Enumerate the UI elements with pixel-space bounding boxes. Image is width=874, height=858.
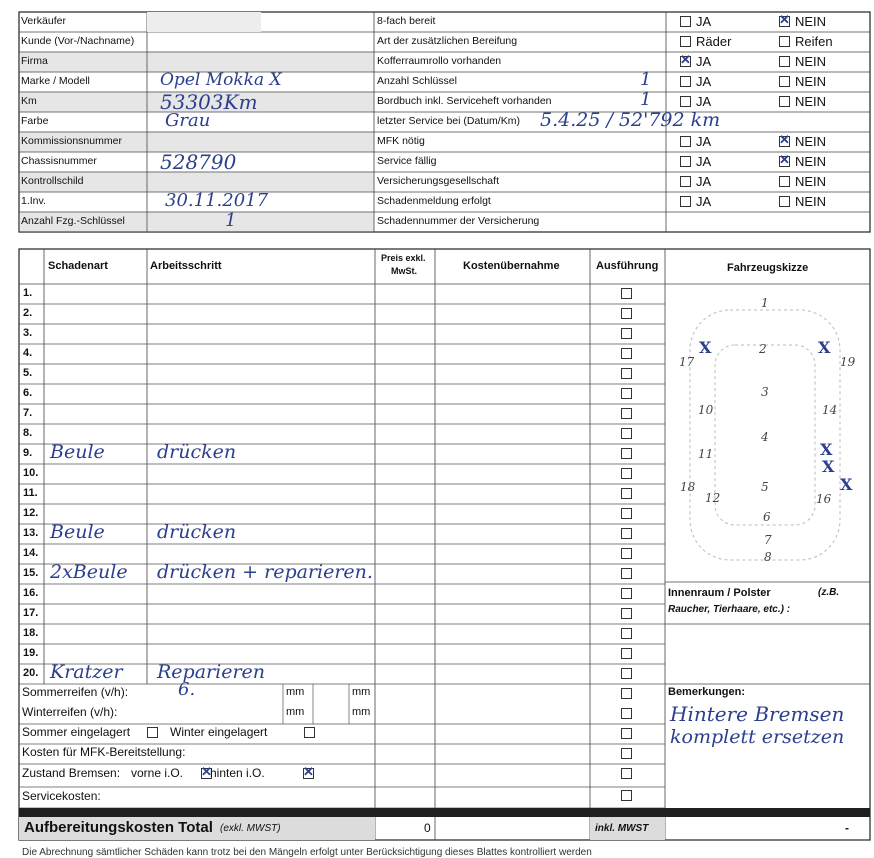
ausfuehrung-checkbox[interactable] bbox=[621, 448, 632, 459]
sketch-zone-number: 17 bbox=[679, 355, 695, 369]
row-number: 2. bbox=[23, 307, 33, 319]
option-9-b: NEIN bbox=[795, 194, 827, 209]
option-9-a: JA bbox=[696, 194, 712, 209]
checkbox-2-b[interactable] bbox=[779, 56, 790, 67]
mm-4: mm bbox=[352, 706, 371, 718]
zustand-bremsen-label: Zustand Bremsen: bbox=[22, 766, 121, 780]
hinten-checkbox[interactable] bbox=[303, 768, 314, 779]
row-number: 15. bbox=[23, 567, 39, 579]
row-number: 8. bbox=[23, 427, 33, 439]
inkl-mwst-value: - bbox=[845, 821, 849, 835]
check-label-1: Art der zusätzlichen Bereifung bbox=[377, 35, 518, 47]
ausfuehrung-checkbox[interactable] bbox=[621, 548, 632, 559]
row-number: 12. bbox=[23, 507, 39, 519]
mm-2: mm bbox=[352, 686, 371, 698]
option-8-a: JA bbox=[696, 174, 712, 189]
row-number: 7. bbox=[23, 407, 33, 419]
sketch-zone-number: 10 bbox=[698, 403, 714, 417]
ausfuehrung-checkbox[interactable] bbox=[621, 528, 632, 539]
ausfuehrung-checkbox[interactable] bbox=[621, 408, 632, 419]
winter-eingelagert-label: Winter eingelagert bbox=[170, 725, 268, 739]
sommerreifen-label: Sommerreifen (v/h): bbox=[22, 685, 129, 699]
bemerkungen-line-2: komplett ersetzen bbox=[670, 726, 845, 748]
label-8: Kontrollschild bbox=[21, 175, 84, 187]
option-6-a: JA bbox=[696, 134, 712, 149]
row-number: 11. bbox=[23, 487, 38, 499]
checkbox-6-a[interactable] bbox=[680, 136, 691, 147]
check-label-10: Schadennummer der Versicherung bbox=[377, 215, 540, 227]
ausfuehrung-checkbox[interactable] bbox=[621, 628, 632, 639]
row-number: 14. bbox=[23, 547, 39, 559]
label-2: Firma bbox=[21, 55, 48, 67]
header-schadenart: Schadenart bbox=[48, 260, 108, 272]
check-label-8: Versicherungsgesellschaft bbox=[377, 175, 499, 187]
check-label-5: letzter Service bei (Datum/Km) bbox=[377, 115, 520, 127]
hinten-label: hinten i.O. bbox=[210, 766, 265, 780]
ausfuehrung-checkbox[interactable] bbox=[621, 388, 632, 399]
ausfuehrung-checkbox[interactable] bbox=[621, 488, 632, 499]
value-7[interactable]: 528790 bbox=[160, 150, 237, 174]
row-number: 5. bbox=[23, 367, 33, 379]
ausfuehrung-checkbox[interactable] bbox=[621, 648, 632, 659]
header-fahrzeugskizze: Fahrzeugskizze bbox=[727, 262, 809, 274]
check-label-3: Anzahl Schlüssel bbox=[377, 75, 457, 87]
row-number: 9. bbox=[23, 447, 33, 459]
ausfuehrung-checkbox[interactable] bbox=[621, 608, 632, 619]
checkbox-4-b[interactable] bbox=[779, 96, 790, 107]
ausfuehrung-checkbox[interactable] bbox=[621, 288, 632, 299]
row-number: 6. bbox=[23, 387, 33, 399]
checkbox-4-a[interactable] bbox=[680, 96, 691, 107]
bemerkungen-line-1: Hintere Bremsen bbox=[670, 702, 845, 726]
label-6: Kommissionsnummer bbox=[21, 135, 122, 147]
check-label-0: 8-fach bereit bbox=[377, 15, 436, 27]
value-10[interactable]: 1 bbox=[225, 210, 237, 231]
sketch-zone-number: 7 bbox=[764, 533, 772, 547]
header-kostenuebernahme: Kostenübernahme bbox=[463, 260, 560, 272]
ausfuehrung-checkbox[interactable] bbox=[621, 790, 632, 801]
option-2-b: NEIN bbox=[795, 54, 827, 69]
innenraum-example-2: Raucher, Tierhaare, etc.) : bbox=[668, 604, 791, 615]
schadenart-value[interactable]: Kratzer bbox=[50, 661, 123, 683]
check-value-3[interactable]: 1 bbox=[640, 69, 652, 90]
arbeitsschritt-value[interactable]: Reparieren bbox=[157, 661, 266, 683]
vorne-label: vorne i.O. bbox=[131, 766, 184, 780]
label-1: Kunde (Vor-/Nachname) bbox=[21, 35, 135, 47]
ausfuehrung-checkbox[interactable] bbox=[621, 748, 632, 759]
sketch-zone-number: 16 bbox=[816, 492, 832, 506]
sommer-eingelagert-checkbox[interactable] bbox=[147, 727, 158, 738]
row-number: 4. bbox=[23, 347, 33, 359]
check-label-7: Service fällig bbox=[377, 155, 437, 167]
checkbox-8-a[interactable] bbox=[680, 176, 691, 187]
sketch-zone-number: 5 bbox=[761, 480, 769, 494]
checkbox-7-b[interactable] bbox=[779, 156, 790, 167]
ausfuehrung-checkbox[interactable] bbox=[621, 508, 632, 519]
checkbox-6-b[interactable] bbox=[779, 136, 790, 147]
sketch-damage-mark: X bbox=[820, 440, 833, 459]
ausfuehrung-checkbox[interactable] bbox=[621, 328, 632, 339]
header-preis-l1: Preis exkl. bbox=[381, 253, 426, 263]
checkbox-2-a[interactable] bbox=[680, 56, 691, 67]
row-number: 18. bbox=[23, 627, 39, 639]
header-preis-l2: MwSt. bbox=[391, 266, 417, 276]
checkbox-1-a[interactable] bbox=[680, 36, 691, 47]
option-7-a: JA bbox=[696, 154, 712, 169]
ausfuehrung-checkbox[interactable] bbox=[621, 768, 632, 779]
ausfuehrung-checkbox[interactable] bbox=[621, 728, 632, 739]
kosten-mfk-label: Kosten für MFK-Bereitstellung: bbox=[22, 745, 186, 759]
ausfuehrung-checkbox[interactable] bbox=[621, 348, 632, 359]
inkl-mwst-label: inkl. MWST bbox=[595, 823, 649, 834]
sketch-zone-number: 3 bbox=[761, 385, 769, 399]
row-number: 17. bbox=[23, 607, 39, 619]
checkbox-9-b[interactable] bbox=[779, 196, 790, 207]
checkbox-7-a[interactable] bbox=[680, 156, 691, 167]
checkbox-1-b[interactable] bbox=[779, 36, 790, 47]
value-5[interactable]: Grau bbox=[165, 110, 211, 131]
check-value-5[interactable]: 5.4.25 / 52'792 km bbox=[540, 109, 721, 131]
row-number: 3. bbox=[23, 327, 33, 339]
ausfuehrung-checkbox[interactable] bbox=[621, 668, 632, 679]
sketch-damage-mark: X bbox=[699, 338, 712, 357]
option-7-b: NEIN bbox=[795, 154, 827, 169]
mm-1: mm bbox=[286, 686, 305, 698]
total-value: 0 bbox=[424, 821, 431, 835]
schadenart-value[interactable]: 2xBeule bbox=[50, 561, 128, 583]
schadenart-value[interactable]: Beule bbox=[50, 441, 105, 463]
checkbox-9-a[interactable] bbox=[680, 196, 691, 207]
servicekosten-label: Servicekosten: bbox=[22, 789, 101, 803]
label-0: Verkäufer bbox=[21, 15, 66, 27]
sketch-zone-number: 14 bbox=[822, 403, 838, 417]
ausfuehrung-checkbox[interactable] bbox=[621, 688, 632, 699]
total-sub: (exkl. MWST) bbox=[220, 823, 281, 834]
sketch-damage-mark: X bbox=[822, 457, 835, 476]
sketch-zone-number: 1 bbox=[761, 296, 769, 310]
winter-eingelagert-checkbox[interactable] bbox=[304, 727, 315, 738]
option-1-a: Räder bbox=[696, 34, 732, 49]
ausfuehrung-checkbox[interactable] bbox=[621, 708, 632, 719]
option-6-b: NEIN bbox=[795, 134, 827, 149]
value-3[interactable]: Opel Mokka X bbox=[160, 70, 282, 90]
check-label-2: Kofferraumrollo vorhanden bbox=[377, 55, 502, 67]
option-4-b: NEIN bbox=[795, 94, 827, 109]
sommer-eingelagert-label: Sommer eingelagert bbox=[22, 725, 131, 739]
label-7: Chassisnummer bbox=[21, 155, 97, 167]
arbeitsschritt-value[interactable]: drücken bbox=[157, 441, 237, 463]
checkbox-3-b[interactable] bbox=[779, 76, 790, 87]
winterreifen-label: Winterreifen (v/h): bbox=[22, 705, 118, 719]
option-4-a: JA bbox=[696, 94, 712, 109]
sketch-zone-number: 18 bbox=[680, 480, 696, 494]
checkbox-0-b[interactable] bbox=[779, 16, 790, 27]
value-4[interactable]: 53303Km bbox=[160, 90, 258, 114]
option-8-b: NEIN bbox=[795, 174, 827, 189]
sketch-zone-number: 2 bbox=[759, 342, 767, 356]
label-5: Farbe bbox=[21, 115, 49, 127]
sketch-zone-number: 12 bbox=[705, 491, 721, 505]
ausfuehrung-checkbox[interactable] bbox=[621, 588, 632, 599]
sketch-zone-number: 11 bbox=[698, 447, 714, 461]
sketch-zone-number: 8 bbox=[764, 550, 772, 564]
label-4: Km bbox=[21, 95, 37, 107]
label-9: 1.Inv. bbox=[21, 195, 46, 207]
label-10: Anzahl Fzg.-Schlüssel bbox=[21, 215, 125, 227]
label-3: Marke / Modell bbox=[21, 75, 90, 87]
innenraum-example: (z.B. bbox=[818, 587, 840, 598]
schadenart-value[interactable]: Beule bbox=[50, 521, 105, 543]
arbeitsschritt-value[interactable]: drücken bbox=[157, 521, 237, 543]
option-1-b: Reifen bbox=[795, 34, 833, 49]
checkbox-3-a[interactable] bbox=[680, 76, 691, 87]
value-9[interactable]: 30.11.2017 bbox=[165, 190, 269, 211]
mm-3: mm bbox=[286, 706, 305, 718]
ausfuehrung-checkbox[interactable] bbox=[621, 468, 632, 479]
row-number: 1. bbox=[23, 287, 33, 299]
checkbox-0-a[interactable] bbox=[680, 16, 691, 27]
arbeitsschritt-value[interactable]: drücken + reparieren. bbox=[157, 561, 373, 583]
sketch-zone-number: 19 bbox=[840, 355, 856, 369]
sketch-damage-mark: X bbox=[818, 338, 831, 357]
check-value-4[interactable]: 1 bbox=[640, 89, 652, 110]
sketch-zone-number: 6 bbox=[763, 510, 771, 524]
ausfuehrung-checkbox[interactable] bbox=[621, 368, 632, 379]
option-3-a: JA bbox=[696, 74, 712, 89]
header-ausfuehrung: Ausführung bbox=[596, 260, 659, 272]
sketch-damage-mark: X bbox=[840, 475, 853, 494]
checkbox-8-b[interactable] bbox=[779, 176, 790, 187]
sommerreifen-value: 6. bbox=[178, 679, 196, 700]
sketch-zone-number: 4 bbox=[761, 430, 769, 444]
option-3-b: NEIN bbox=[795, 74, 827, 89]
row-number: 13. bbox=[23, 527, 39, 539]
row-number: 20. bbox=[23, 667, 39, 679]
innenraum-label: Innenraum / Polster bbox=[668, 587, 771, 599]
row-number: 19. bbox=[23, 647, 39, 659]
option-2-a: JA bbox=[696, 54, 712, 69]
check-label-6: MFK nötig bbox=[377, 135, 425, 147]
row-number: 16. bbox=[23, 587, 39, 599]
row-number: 10. bbox=[23, 467, 39, 479]
header-arbeitsschritt: Arbeitsschritt bbox=[150, 260, 222, 272]
ausfuehrung-checkbox[interactable] bbox=[621, 308, 632, 319]
check-label-4: Bordbuch inkl. Serviceheft vorhanden bbox=[377, 95, 552, 107]
check-label-9: Schadenmeldung erfolgt bbox=[377, 195, 491, 207]
option-0-b: NEIN bbox=[795, 14, 827, 29]
footer-note: Die Abrechnung sämtlicher Schäden kann trotz bei den Mängeln erfolgt unter Berücksichtigung dieses Blattes kontrolliert werden bbox=[22, 847, 592, 858]
ausfuehrung-checkbox[interactable] bbox=[621, 568, 632, 579]
total-label: Aufbereitungskosten Total bbox=[24, 819, 213, 836]
bemerkungen-label: Bemerkungen: bbox=[668, 686, 746, 698]
option-0-a: JA bbox=[696, 14, 712, 29]
ausfuehrung-checkbox[interactable] bbox=[621, 428, 632, 439]
